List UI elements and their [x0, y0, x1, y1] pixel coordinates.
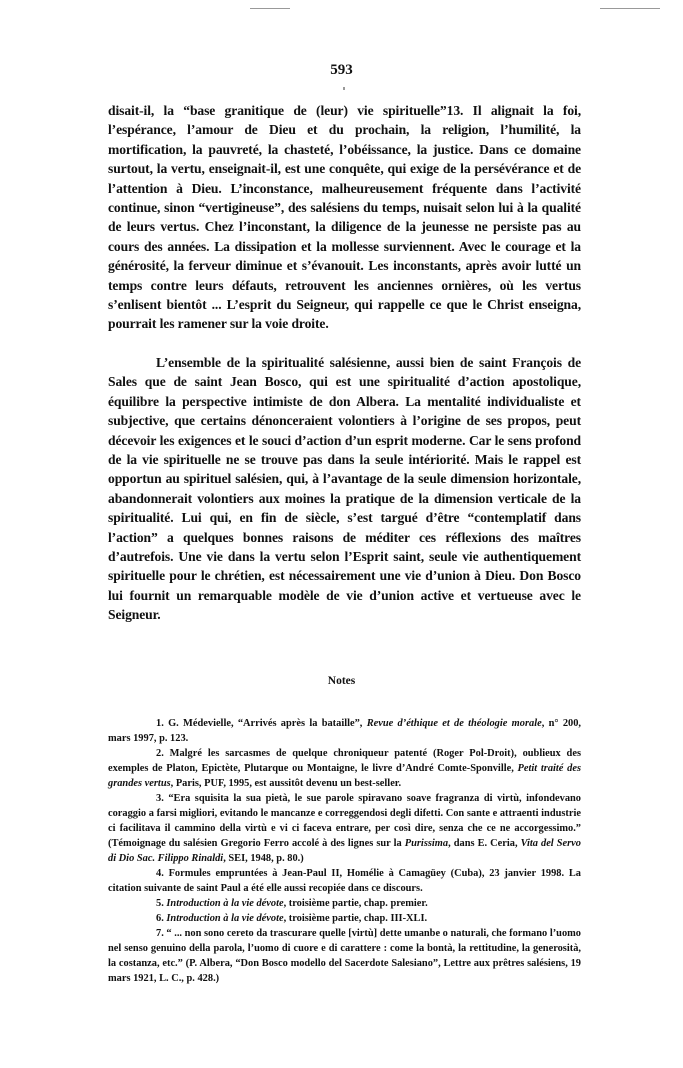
- body-paragraph: L’ensemble de la spiritualité salésienne, aussi bien de saint François de Sales que de saint Jean Bosco, qui est une spiritualité d’action apostolique, équilibre la perspective intimiste de don Albera. La mentalité individualiste et subjective, que certains dénonceraient volontiers à l’origine de ses propos, peut décevoir les exigences et le souci d’action d’un esprit moderne. Car le sens profond de la vie spirituelle ne se trouve pas dans la seule intériorité. Mais le rappel est opportun au spirituel salésien, qui, à l’avantage de la seule dimension horizontale, abandonnerait volontiers aux moines la pratique de la dimension verticale de la spiritualité. Lui qui, en fin de siècle, s’est targué d’être “contemplatif dans l’action” a quelques bonnes raisons de méditer ces réflexions des maîtres d’autrefois. Une vie dans la vertu selon l’Esprit saint, seule vie authentiquement spirituelle pour le chrétien, est nécessairement une vie d’union à Dieu. Don Bosco lui fournit un remarquable modèle de vie d’union active et vertueuse avec le Seigneur.: [108, 354, 581, 623]
- footnote-title: Introduction à la vie dévote: [166, 898, 284, 909]
- footnote-text: 1. G. Médevielle, “Arrivés après la bataille”,: [156, 718, 367, 729]
- footnote-text: , troisième partie, chap. premier.: [283, 898, 428, 909]
- scan-speck: [343, 87, 345, 90]
- footnote-text: 7. “ ... non sono cereto da trascurare quelle [virtù] dette umanbe o naturali, che formano l’uomo nel senso genuino della parola, l’uomo di cuore e di carattere : come la bontà, la rettitudine, la generosità, la costanza, etc.” (P. Albera, “Don Bosco modello del Sacerdote Salesiano”, Lettre aux prêtres salésiens, 19 mars 1921, L. C., p. 428.): [108, 928, 581, 984]
- footnote-text: 2. Malgré les sarcasmes de quelque chroniqueur patenté (Roger Pol-Droit), oublieux des exemples de Platon, Epictète, Plutarque ou Montaigne, le livre d’André Comte-Sponville,: [108, 748, 581, 774]
- footnote-text: , SEI, 1948, p. 80.): [223, 853, 304, 864]
- footnote: [108, 746, 581, 791]
- footnote-text: , n° 200, mars 1997, p. 123.: [108, 718, 582, 744]
- notes-list: [108, 716, 581, 986]
- footnote-text: , dans E. Ceria,: [448, 838, 521, 849]
- footnote-title: Purissima: [404, 838, 449, 849]
- footnote-title: Petit traité des grandes vertus: [108, 763, 581, 789]
- footnote: [108, 866, 581, 896]
- scan-speck: [250, 8, 290, 9]
- footnote-text: 3. “Era squisita la sua pietà, le sue parole spiravano soave fragranza di virtù, infondevano coraggio a farsi migliori, evitando le mancanze e correggendosi degli difetti. Con sante e attraenti industrie ci facilitava il cammino della virtù e vi ci faceva entrare, per così dire, senza che ce ne accorgessimo.” (Témoignage du salésien Gregorio Ferro accolé à des lignes sur la: [108, 793, 581, 849]
- footnote: [108, 896, 581, 911]
- footnote-text: 5.: [156, 898, 167, 909]
- footnote: [108, 716, 581, 746]
- footnote: [108, 926, 581, 986]
- footnote: [108, 791, 581, 866]
- body-text: [108, 101, 581, 644]
- footnote: [108, 911, 581, 926]
- page-number: 593: [330, 62, 353, 78]
- footnote-title: Revue d’éthique et de théologie morale: [366, 718, 542, 729]
- notes-heading: Notes: [327, 675, 356, 687]
- footnote-text: , troisième partie, chap. III-XLI.: [283, 913, 428, 924]
- footnote-text: 6.: [156, 913, 167, 924]
- footnote-text: , Paris, PUF, 1995, est aussitôt devenu un best-seller.: [170, 778, 402, 789]
- footnote-title: Introduction à la vie dévote: [166, 913, 284, 924]
- body-paragraph: disait-il, la “base granitique de (leur) vie spirituelle”13. Il alignait la foi, l’espérance, l’amour de Dieu et du prochain, la religion, l’humilité, la mortification, la pauvreté, la chasteté, l’obéissance, la justice. Dans ce domaine surtout, la vertu, enseignait-il, est une conquête, qui exige de la persévérance et de l’attention à Dieu. L’inconstance, malheureusement fréquente dans l’activité continue, sinon “vertigineuse”, des salésiens du temps, nuisait selon lui à la qualité de leurs vertus. Chez l’inconstant, la diligence de la jeunesse ne persiste pas au cours des années. La dissipation et la mollesse surviennent. Avec le courage et la générosité, la ferveur diminue et s’évanouit. Les inconstants, après avoir lutté un temps contre leurs défauts, retrouvent les anciennes ornières, où les vertus s’enlisent bientôt ... L’esprit du Seigneur, qui rappelle ce que le Christ enseigna, pourrait les ramener sur la voie droite.: [108, 103, 581, 332]
- scan-speck: [600, 8, 660, 9]
- footnote-title: Vita del Servo di Dio Sac. Filippo Rinaldi: [108, 838, 581, 864]
- footnote-text: 4. Formules empruntées à Jean-Paul II, Homélie à Camagüey (Cuba), 23 janvier 1998. La citation suivante de saint Paul a été elle aussi recopiée dans ce discours.: [108, 868, 581, 894]
